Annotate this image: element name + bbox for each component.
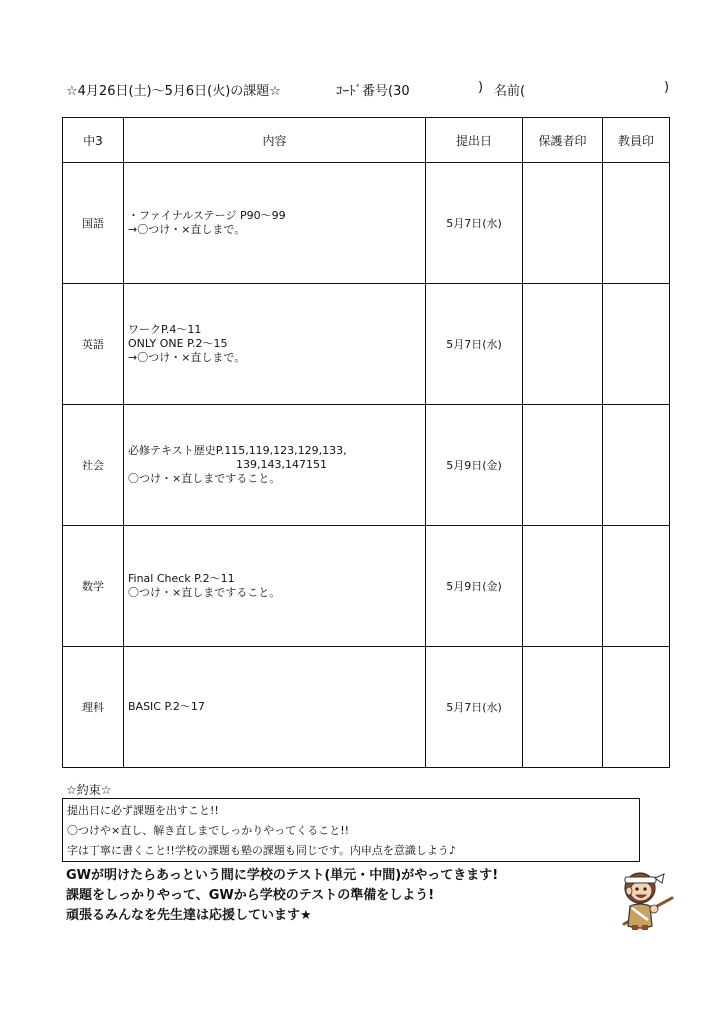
teacher-stamp-cell <box>603 405 670 526</box>
due-date-cell: 5月7日(水) <box>426 284 523 405</box>
content-line: →〇つけ・×直しまで。 <box>128 351 246 364</box>
name-close: ) <box>664 80 670 95</box>
content-line: 〇つけ・×直しまですること。 <box>128 472 281 485</box>
content-line: ワークP.4～11 <box>128 323 202 336</box>
parent-stamp-cell <box>523 163 603 284</box>
teacher-stamp-cell <box>603 526 670 647</box>
content-cell <box>124 163 426 284</box>
promise-box <box>62 798 640 862</box>
teacher-stamp-cell <box>603 647 670 768</box>
code-number-label: ｺｰﾄﾞ番号(30 <box>336 84 410 99</box>
header-due-date: 提出日 <box>426 118 523 163</box>
assignment-table <box>62 117 670 768</box>
header-teacher-stamp: 教員印 <box>603 118 670 163</box>
parent-stamp-cell <box>523 284 603 405</box>
page-header <box>0 80 724 100</box>
teacher-stamp-cell <box>603 163 670 284</box>
message-line: 課題をしっかりやって、GWから学校のテストの準備をしよう! <box>66 888 435 903</box>
header-parent-stamp: 保護者印 <box>523 118 603 163</box>
content-cell <box>124 405 426 526</box>
promise-item: 字は丁寧に書くこと!!学校の課題も塾の課題も同じです。内申点を意識しよう♪ <box>67 844 456 857</box>
due-date-cell: 5月9日(金) <box>426 526 523 647</box>
content-cell <box>124 526 426 647</box>
content-line: →〇つけ・×直しまで。 <box>128 223 246 236</box>
message-line: 頑張るみんなを先生達は応援しています★ <box>66 908 312 923</box>
table-row <box>63 526 670 647</box>
code-number-close: ) <box>478 80 484 95</box>
content-line: 必修テキスト歴史P.115,119,123,129,133, <box>128 444 347 457</box>
parent-stamp-cell <box>523 405 603 526</box>
boy-mascot-icon <box>606 862 676 932</box>
table-row <box>63 163 670 284</box>
promise-title: ☆約束☆ <box>66 783 112 797</box>
content-line: BASIC P.2～17 <box>128 700 205 713</box>
parent-stamp-cell <box>523 647 603 768</box>
parent-stamp-cell <box>523 526 603 647</box>
header-grade: 中3 <box>63 118 124 163</box>
message-line: GWが明けたらあっという間に学校のテスト(単元・中間)がやってきます! <box>66 868 499 883</box>
due-date-cell: 5月9日(金) <box>426 405 523 526</box>
assignment-title: ☆4月26日(土)～5月6日(火)の課題☆ <box>66 84 281 99</box>
promise-item: 提出日に必ず課題を出すこと!! <box>67 804 219 817</box>
due-date-cell: 5月7日(水) <box>426 163 523 284</box>
table-row <box>63 405 670 526</box>
subject-cell: 数学 <box>63 526 124 647</box>
content-line: 〇つけ・×直しまですること。 <box>128 586 281 599</box>
content-line: Final Check P.2～11 <box>128 572 235 585</box>
subject-cell: 国語 <box>63 163 124 284</box>
bottom-message <box>66 866 498 926</box>
table-row <box>63 647 670 768</box>
content-line: 139,143,147151 <box>236 458 327 471</box>
table-row <box>63 284 670 405</box>
subject-cell: 理科 <box>63 647 124 768</box>
content-line: ・ファイナルステージ P90～99 <box>128 209 286 222</box>
due-date-cell: 5月7日(水) <box>426 647 523 768</box>
subject-cell: 社会 <box>63 405 124 526</box>
header-content: 内容 <box>124 118 426 163</box>
name-label: 名前( <box>494 84 526 99</box>
content-cell <box>124 284 426 405</box>
content-cell <box>124 647 426 768</box>
content-line: ONLY ONE P.2～15 <box>128 337 228 350</box>
promise-item: 〇つけや×直し、解き直しまでしっかりやってくること!! <box>67 824 350 837</box>
teacher-stamp-cell <box>603 284 670 405</box>
subject-cell: 英語 <box>63 284 124 405</box>
table-header-row <box>63 118 670 163</box>
